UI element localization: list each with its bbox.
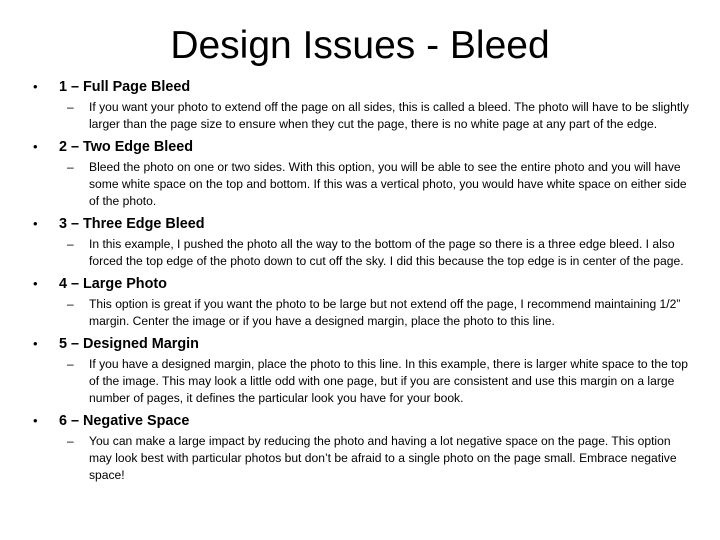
bullet-icon: • — [33, 276, 38, 291]
item-description: You can make a large impact by reducing the photo and having a lot negative space on the page. This option may look best with particular photos but don’t be afraid to a single photo on the page small. Embrace negative space! — [89, 434, 677, 482]
item-description: If you want your photo to extend off the page on all sides, this is called a bleed. The photo will have to be slightly larger than the page size to ensure when they cut the page, there is no white page at any part of the edge. — [89, 100, 689, 131]
bullet-icon: • — [33, 336, 38, 351]
item-heading: 3 – Three Edge Bleed — [59, 216, 205, 232]
item-heading: 4 – Large Photo — [59, 276, 167, 292]
bullet-icon: • — [33, 413, 38, 428]
dash-icon: – — [67, 434, 74, 448]
item-heading: 6 – Negative Space — [59, 413, 190, 429]
bullet-icon: • — [33, 79, 38, 94]
sub-item — [59, 159, 692, 210]
list-item — [30, 412, 692, 484]
list-item — [30, 78, 692, 133]
list-item — [30, 335, 692, 407]
list-item — [30, 138, 692, 210]
dash-icon: – — [67, 160, 74, 174]
bullet-icon: • — [33, 139, 38, 154]
bullet-icon: • — [33, 216, 38, 231]
bullet-list — [30, 78, 692, 484]
item-heading: 5 – Designed Margin — [59, 336, 199, 352]
dash-icon: – — [67, 297, 74, 311]
item-description: This option is great if you want the photo to be large but not extend off the page, I recommend maintaining 1/2” margin. Center the image or if you have a designed margin, place the photo to this line. — [89, 297, 681, 328]
sub-item — [59, 356, 692, 407]
sub-item — [59, 296, 692, 330]
sub-item — [59, 236, 692, 270]
list-item — [30, 275, 692, 330]
item-description: If you have a designed margin, place the photo to this line. In this example, there is larger white space to the top of the image. This may look a little odd with one page, but if you are consistent and use this margin on a large number of pages, it defines the particular look you have for your book. — [89, 357, 688, 405]
dash-icon: – — [67, 100, 74, 114]
item-heading: 1 – Full Page Bleed — [59, 79, 191, 95]
sub-item — [59, 99, 692, 133]
sub-item — [59, 433, 692, 484]
list-item — [30, 215, 692, 270]
slide-title: Design Issues - Bleed — [170, 24, 550, 67]
item-description: In this example, I pushed the photo all the way to the bottom of the page so there is a three edge bleed. I also forced the top edge of the photo down to cut off the sky. I did this because the top edge is in center of the page. — [89, 237, 684, 268]
item-heading: 2 – Two Edge Bleed — [59, 139, 194, 155]
dash-icon: – — [67, 237, 74, 251]
dash-icon: – — [67, 357, 74, 371]
item-description: Bleed the photo on one or two sides. With this option, you will be able to see the entire photo and you will have some white space on the top and bottom. If this was a vertical photo, you would have white space on either side of the photo. — [89, 160, 687, 208]
